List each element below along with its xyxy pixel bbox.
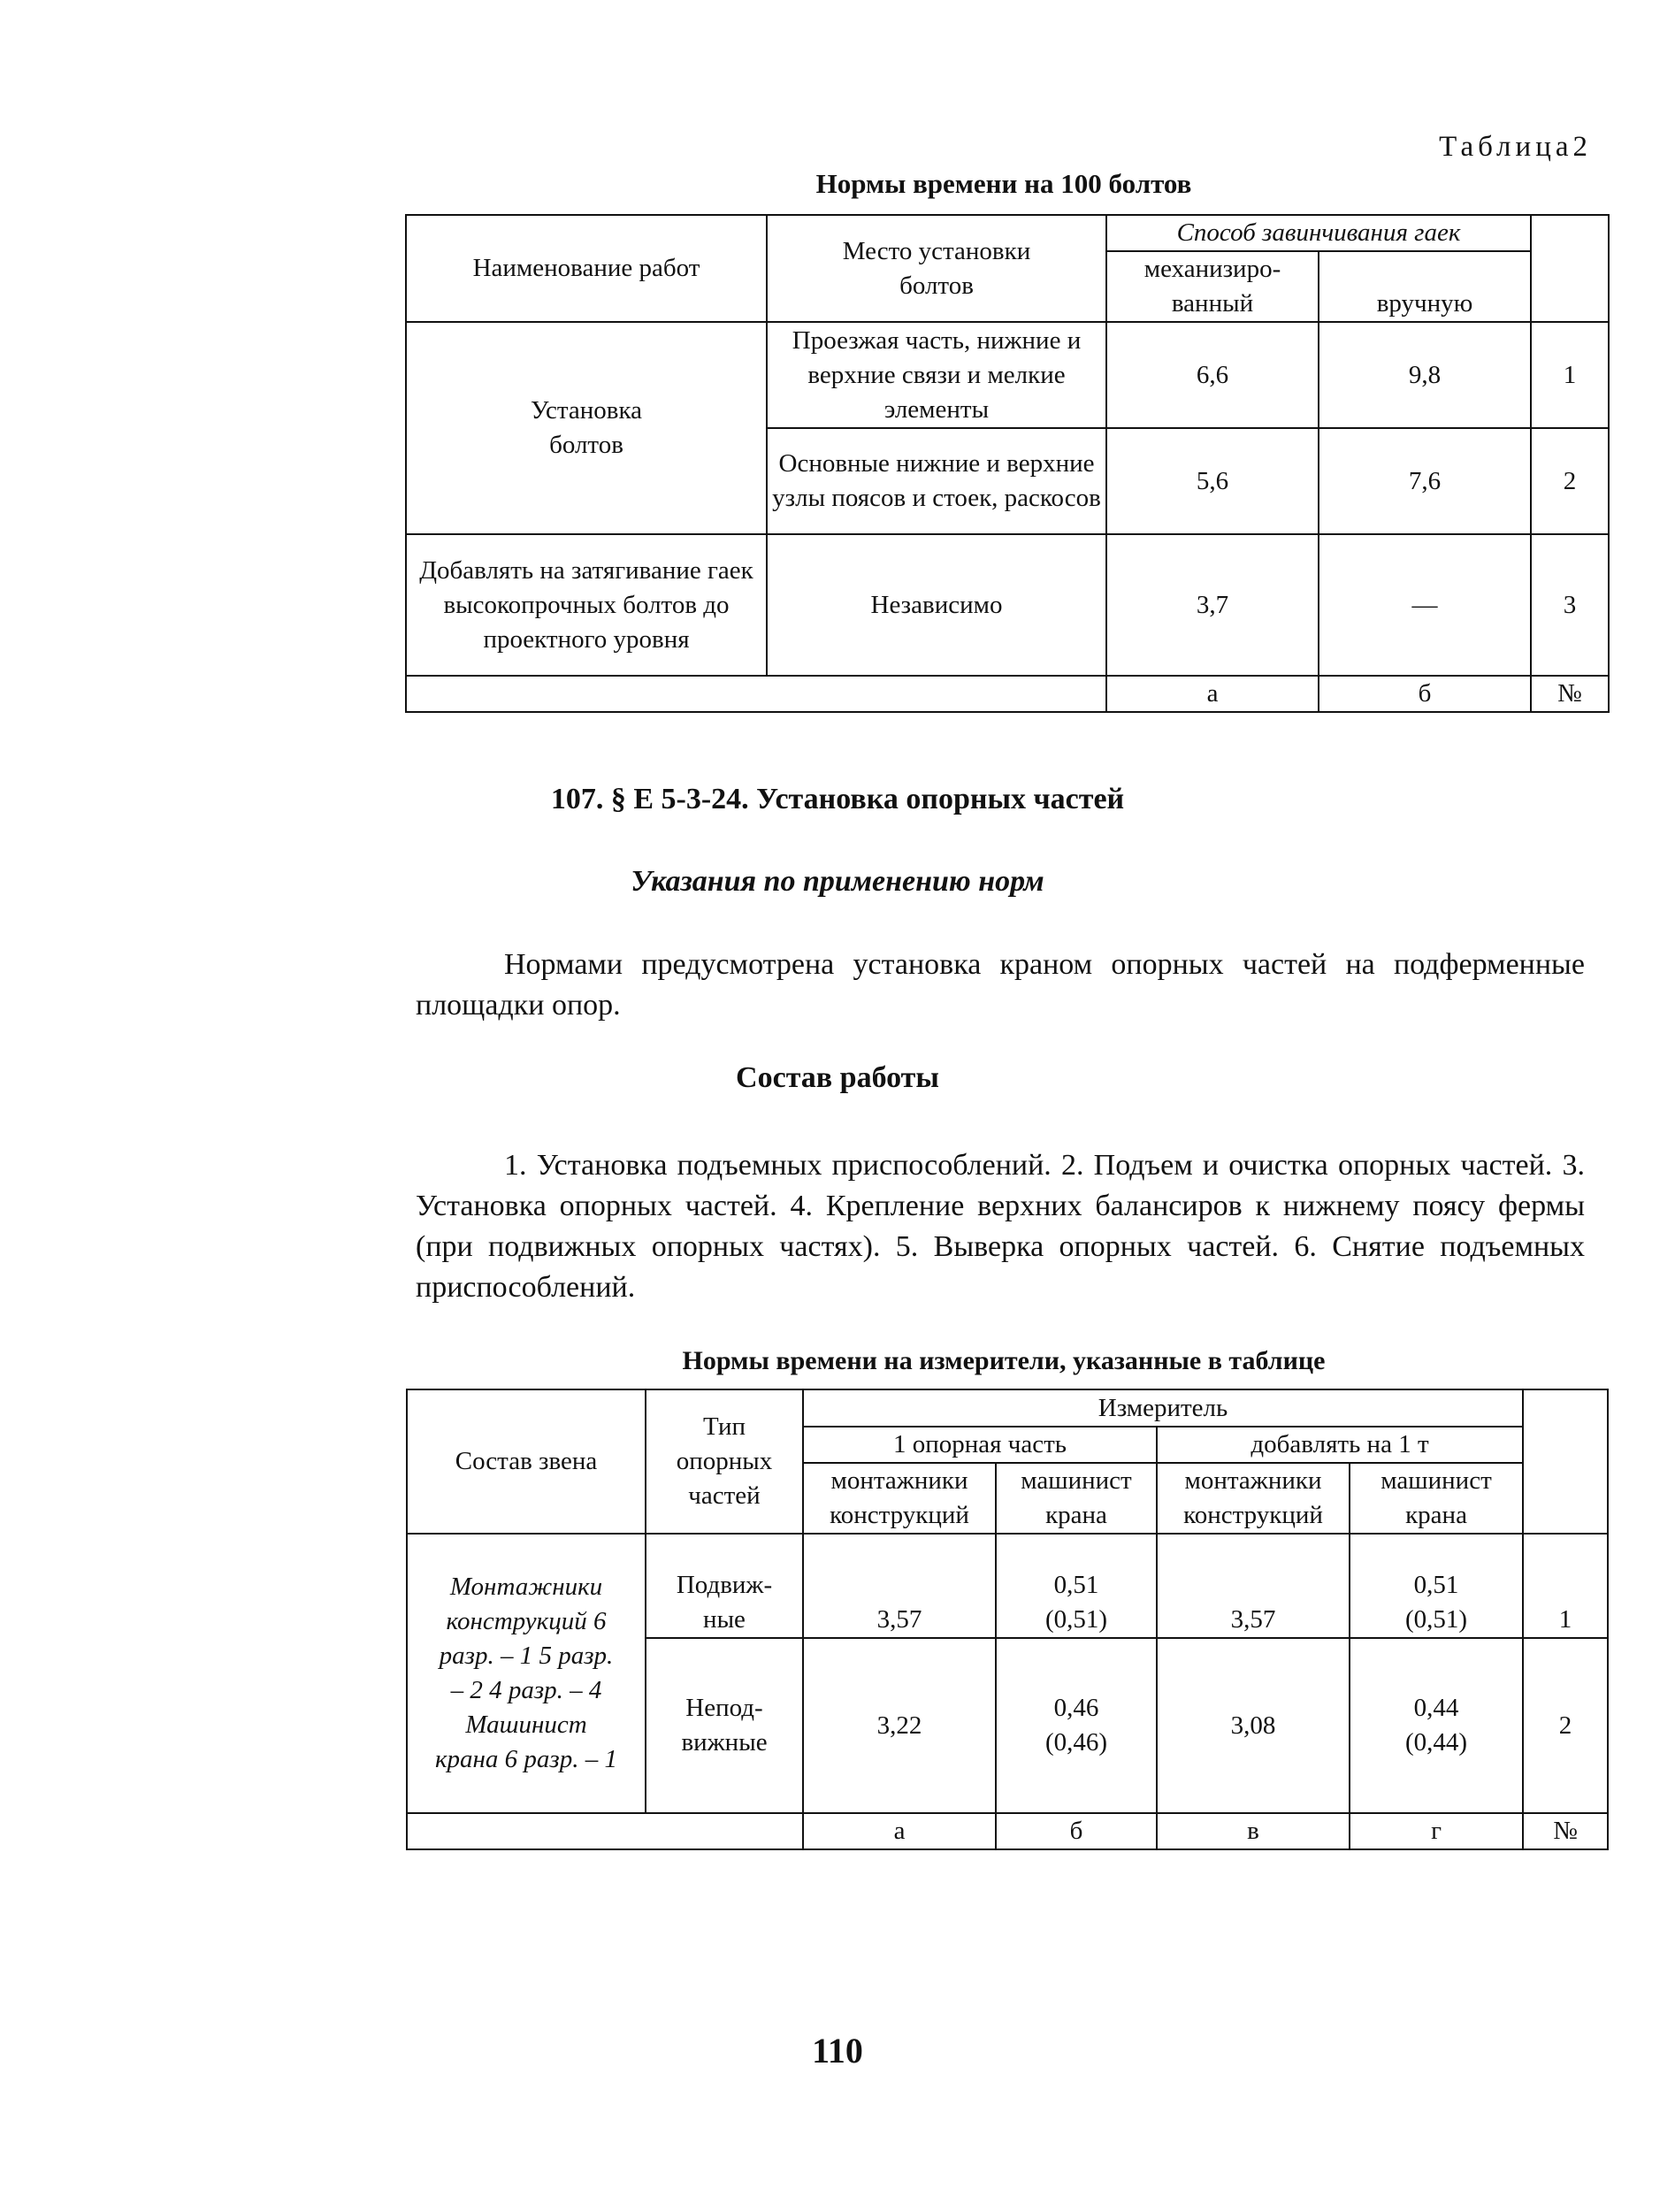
header-crew: Состав звена [407, 1389, 646, 1534]
value-cell: 6,6 [1106, 322, 1319, 428]
row-number: 2 [1531, 428, 1609, 534]
value-cell: 5,6 [1106, 428, 1319, 534]
table-number-label: Таблица2 [1439, 131, 1592, 163]
header-meter: Измеритель [803, 1389, 1523, 1427]
support-type-cell: Непод-вижные [646, 1638, 803, 1813]
table2-caption: Нормы времени на измерители, указанные в таблице [682, 1346, 1326, 1375]
support-type-cell: Подвиж-ные [646, 1534, 803, 1638]
table1-caption: Нормы времени на 100 болтов [815, 168, 1192, 199]
work-composition-text: 1. Установка подъемных приспособлений. 2. Подъем и очистка опорных частей. 3. Установка опорных частей. 4. Крепление верхних балансиров к нижнему поясу фермы (при подвижных опорных частях). 5. Выверка опорных частей. 6. Снятие подъемных приспособлений. [416, 1149, 1585, 1304]
section-title: 107. § Е 5-3-24. Установка опорных частей [550, 783, 1125, 815]
instructions-paragraph [416, 945, 1585, 1026]
column-letter: б [996, 1813, 1157, 1849]
work-installation: Установка болтов [406, 322, 767, 534]
value-cell: 3,08 [1157, 1638, 1350, 1813]
instructions-heading: Указания по применению норм [631, 865, 1044, 898]
work-additional: Добавлять на затягивание гаек высокопрочных болтов до проектного уровня [406, 534, 767, 676]
row-number: 2 [1523, 1638, 1608, 1813]
bolt-norms-table [405, 214, 1610, 713]
value-cell: 0,46 (0,46) [996, 1638, 1157, 1813]
header-empty [1523, 1389, 1608, 1534]
place-cell: Независимо [767, 534, 1106, 676]
work-composition-paragraph [416, 1145, 1585, 1308]
value-cell: 0,44 (0,44) [1350, 1638, 1523, 1813]
row-number: 1 [1523, 1534, 1608, 1638]
column-letter: а [1106, 676, 1319, 712]
value-cell: 9,8 [1319, 322, 1531, 428]
support-norms-table [406, 1389, 1609, 1850]
value-cell: 3,22 [803, 1638, 996, 1813]
value-cell: 7,6 [1319, 428, 1531, 534]
header-manual: вручную [1319, 251, 1531, 322]
place-cell: Основные нижние и верхние узлы поясов и стоек, раскосов [767, 428, 1106, 534]
footer-empty [407, 1813, 803, 1849]
value-cell: 0,51 (0,51) [1350, 1534, 1523, 1638]
value-cell: 3,57 [803, 1534, 996, 1638]
header-crane-operator: машинист крана [1350, 1463, 1523, 1534]
header-mechanized: механизиро-ванный [1106, 251, 1319, 322]
value-cell: 0,51 (0,51) [996, 1534, 1157, 1638]
column-letter: а [803, 1813, 996, 1849]
header-method: Способ завинчивания гаек [1106, 215, 1531, 251]
row-number: 1 [1531, 322, 1609, 428]
page-number: 110 [812, 2031, 863, 2070]
work-composition-heading: Состав работы [736, 1061, 939, 1094]
value-cell: 3,7 [1106, 534, 1319, 676]
column-letter: б [1319, 676, 1531, 712]
header-add-1t: добавлять на 1 т [1157, 1427, 1523, 1463]
column-letter: г [1350, 1813, 1523, 1849]
header-place: Место установки болтов [767, 215, 1106, 322]
header-support-type: Тип опорных частей [646, 1389, 803, 1534]
header-work-name: Наименование работ [406, 215, 767, 322]
header-crane-operator: машинист крана [996, 1463, 1157, 1534]
footer-empty [406, 676, 1106, 712]
place-cell: Проезжая часть, нижние и верхние связи и мелкие элементы [767, 322, 1106, 428]
header-one-part: 1 опорная часть [803, 1427, 1157, 1463]
row-number: 3 [1531, 534, 1609, 676]
instructions-text: Нормами предусмотрена установка краном опорных частей на подферменные площадки опор. [416, 948, 1585, 1022]
crew-composition: Монтажники конструкций 6 разр. – 1 5 разр. – 2 4 разр. – 4 Машинист крана 6 разр. – 1 [407, 1534, 646, 1813]
header-installers: монтажники конструкций [803, 1463, 996, 1534]
column-number-sign: № [1523, 1813, 1608, 1849]
value-cell: — [1319, 534, 1531, 676]
value-cell: 3,57 [1157, 1534, 1350, 1638]
column-letter: в [1157, 1813, 1350, 1849]
header-installers: монтажники конструкций [1157, 1463, 1350, 1534]
column-number-sign: № [1531, 676, 1609, 712]
header-empty [1531, 215, 1609, 322]
